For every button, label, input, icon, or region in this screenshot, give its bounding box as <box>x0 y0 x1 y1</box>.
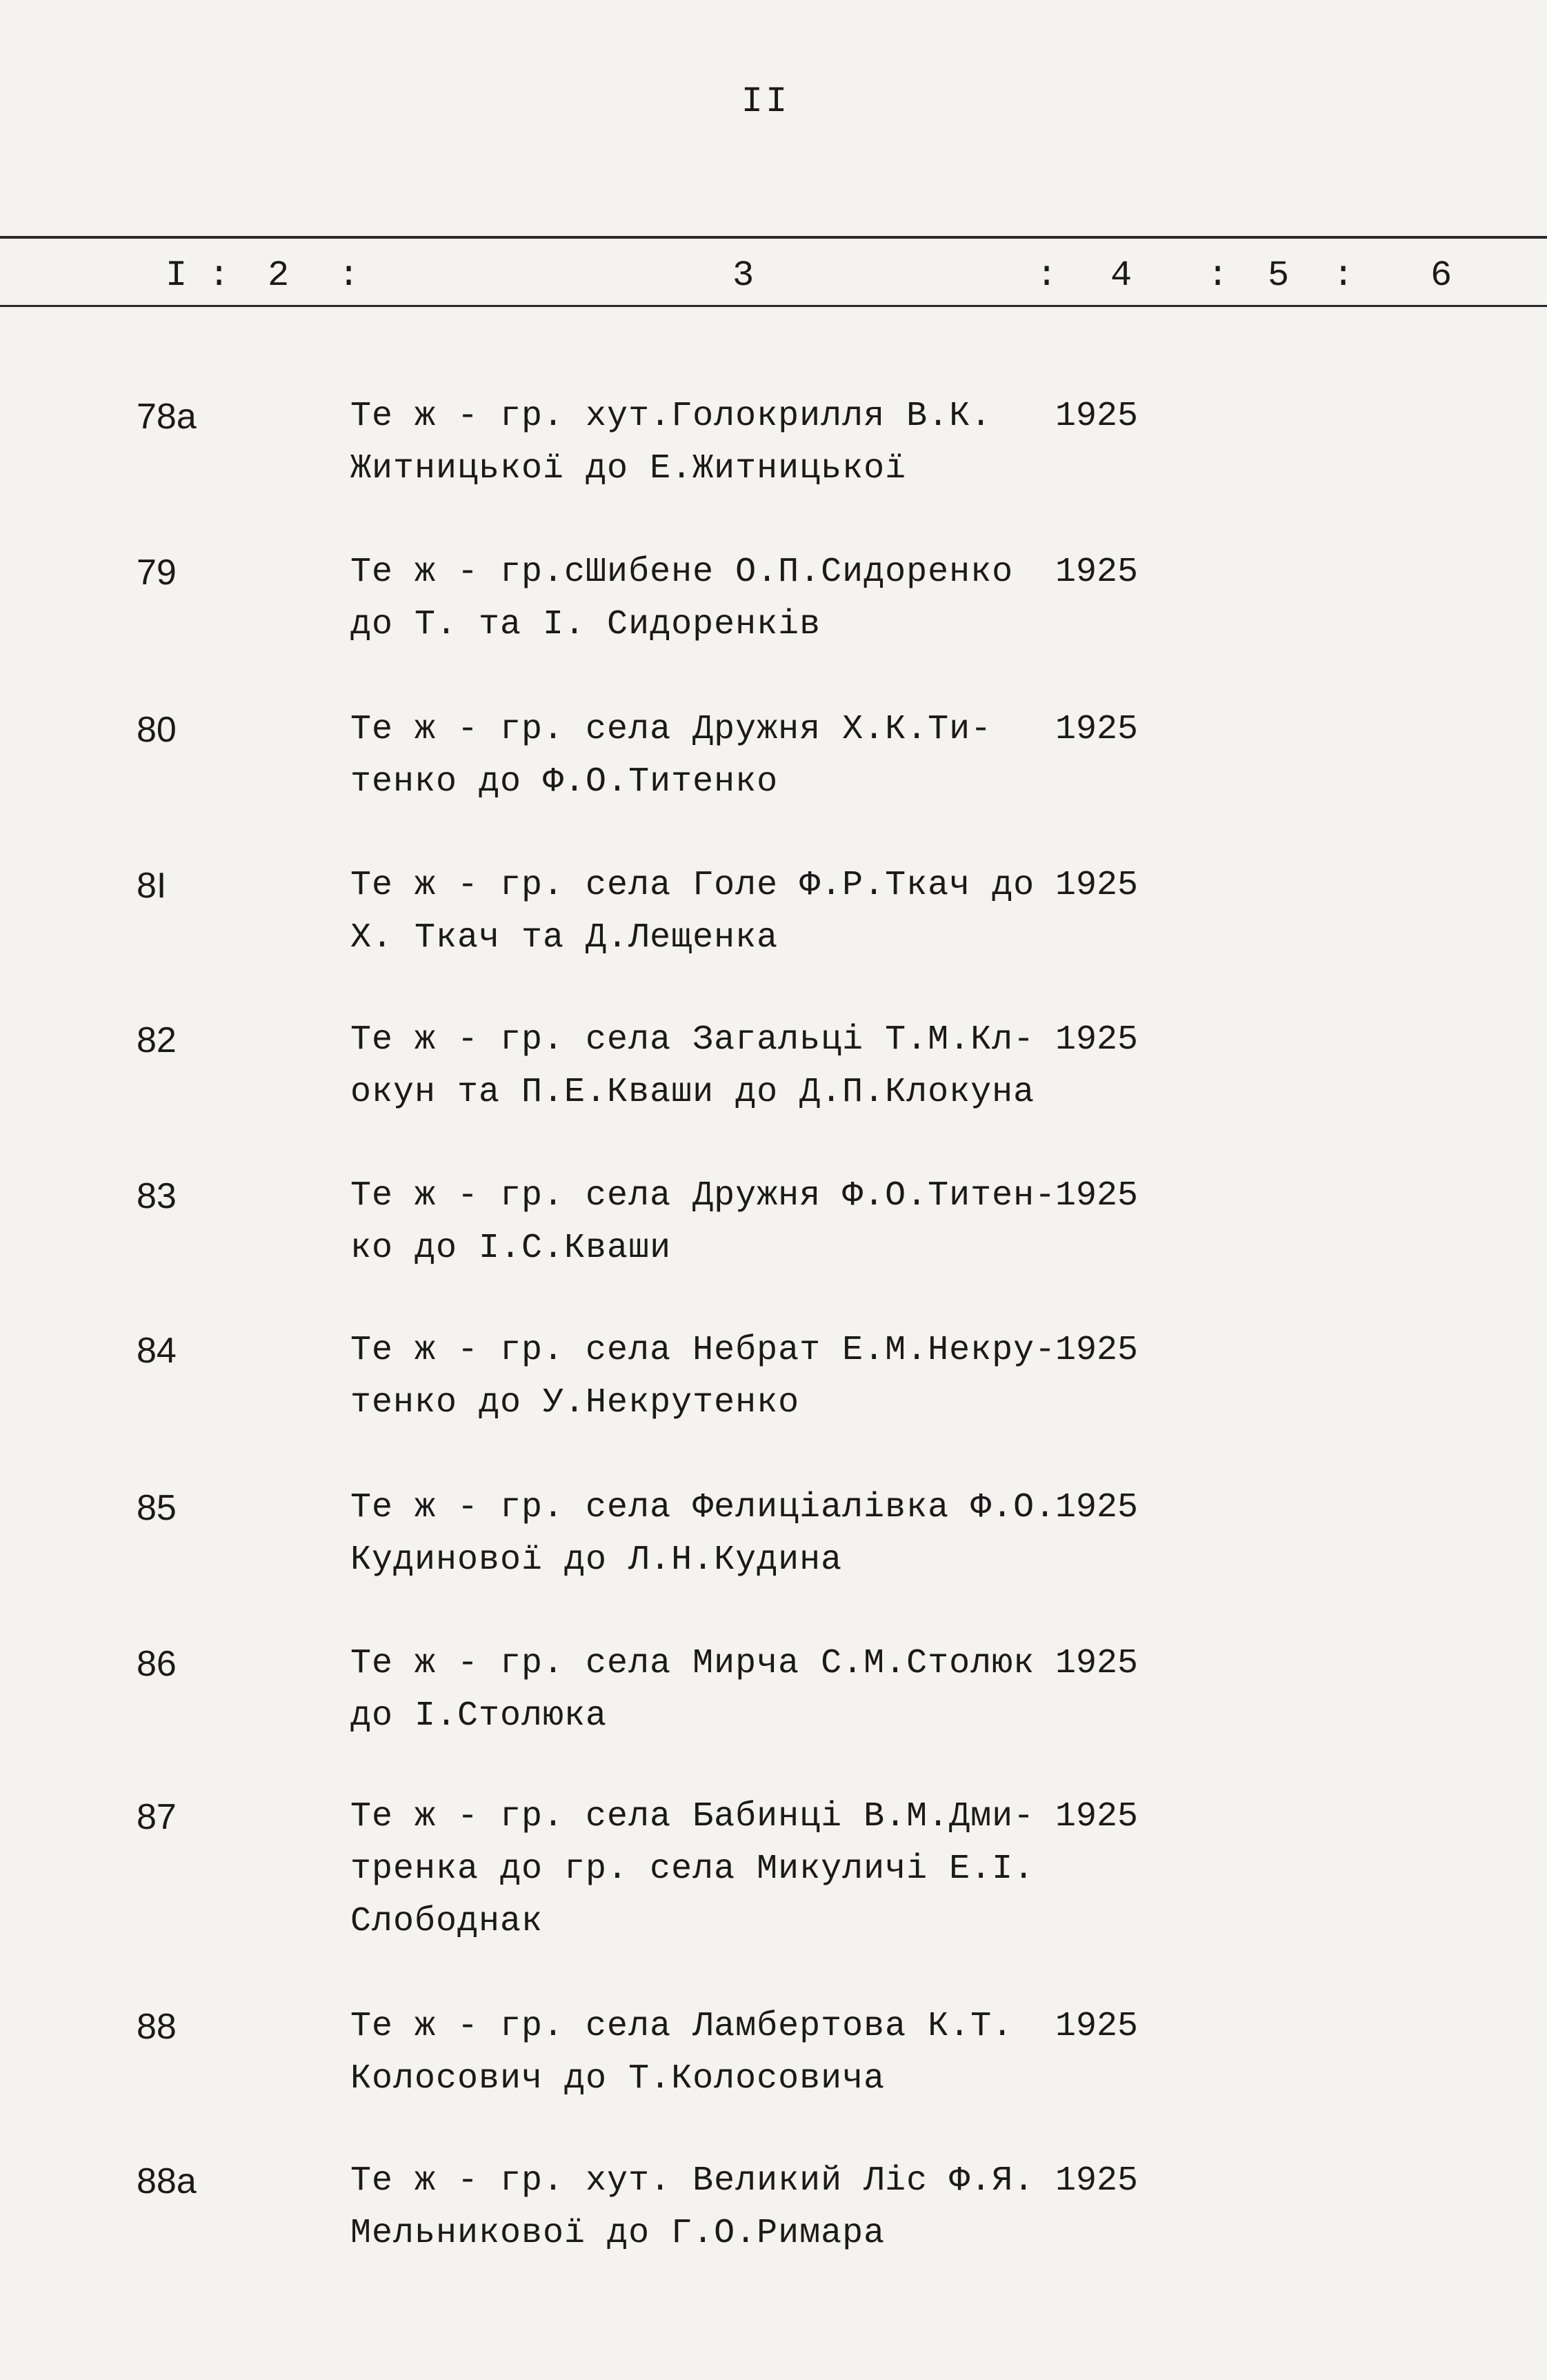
column-separator: : <box>1036 255 1058 296</box>
table-header-rule <box>0 305 1547 307</box>
entry-description: Те ж - гр.сШибене О.П.Сидоренко до Т. та І. Сидоренків <box>350 553 1014 644</box>
column-header-2: 2 <box>268 255 290 296</box>
column-header-1: I <box>166 255 188 296</box>
entry-number: 83 <box>137 1176 177 1216</box>
entry-year: 1925 <box>1055 866 1139 905</box>
entry-description: Те ж - гр. села Загальці Т.М.Кл- окун та П.Е.Кваши до Д.П.Клокуна <box>350 1020 1035 1112</box>
entry-year: 1925 <box>1055 2007 1139 2046</box>
entry-number: 78а <box>137 397 197 437</box>
entry-description: Те ж - гр. села Фелиціалівка Ф.О. Кудинової до Л.Н.Кудина <box>350 1488 1057 1580</box>
entry-number: 88а <box>137 2161 197 2201</box>
entry-number: 88 <box>137 2007 177 2047</box>
entry-year: 1925 <box>1055 2161 1139 2201</box>
entry-number: 87 <box>137 1797 177 1837</box>
entry-number: 80 <box>137 710 177 750</box>
column-header-4: 4 <box>1110 255 1132 296</box>
entry-number: 82 <box>137 1020 177 1060</box>
entry-description: Те ж - гр. села Бабинці В.М.Дми- тренка до гр. села Микуличі Е.І. Слободнак <box>350 1797 1035 1941</box>
column-separator: : <box>1333 255 1355 296</box>
entry-description: Те ж - гр. села Дружня Ф.О.Титен- ко до І.С.Кваши <box>350 1176 1057 1268</box>
column-header-5: 5 <box>1268 255 1290 296</box>
page-number: II <box>741 81 790 122</box>
entry-description: Те ж - гр. хут.Голокрилля В.К. Житницької до Е.Житницької <box>350 397 992 488</box>
entry-year: 1925 <box>1055 1488 1139 1527</box>
entry-year: 1925 <box>1055 710 1139 749</box>
entry-number: 85 <box>137 1488 177 1528</box>
column-header-3: 3 <box>732 255 755 296</box>
entry-year: 1925 <box>1055 1331 1139 1370</box>
entry-number: 86 <box>137 1644 177 1684</box>
entry-description: Те ж - гр. села Голе Ф.Р.Ткач до Х. Ткач та Д.Лещенка <box>350 866 1035 958</box>
entry-description: Те ж - гр. хут. Великий Ліс Ф.Я. Мельникової до Г.О.Римара <box>350 2161 1035 2253</box>
table-top-rule <box>0 236 1547 239</box>
column-separator: : <box>208 255 230 296</box>
entry-description: Те ж - гр. села Мирча С.М.Столюк до І.Столюка <box>350 1644 1035 1736</box>
column-separator: : <box>338 255 360 296</box>
entry-year: 1925 <box>1055 1020 1139 1060</box>
entry-year: 1925 <box>1055 553 1139 592</box>
entry-year: 1925 <box>1055 1797 1139 1836</box>
entry-description: Те ж - гр. села Дружня Х.К.Ти- тенко до Ф.О.Титенко <box>350 710 992 802</box>
entry-number: 8I <box>137 866 167 906</box>
entry-year: 1925 <box>1055 1644 1139 1683</box>
entry-number: 84 <box>137 1331 177 1371</box>
column-header-6: 6 <box>1430 255 1453 296</box>
column-separator: : <box>1207 255 1229 296</box>
entry-number: 79 <box>137 553 177 593</box>
entry-description: Те ж - гр. села Небрат Е.М.Некру- тенко до У.Некрутенко <box>350 1331 1057 1422</box>
entry-description: Те ж - гр. села Ламбертова К.Т. Колосович до Т.Колосовича <box>350 2007 1014 2099</box>
entry-year: 1925 <box>1055 1176 1139 1216</box>
entry-year: 1925 <box>1055 397 1139 436</box>
